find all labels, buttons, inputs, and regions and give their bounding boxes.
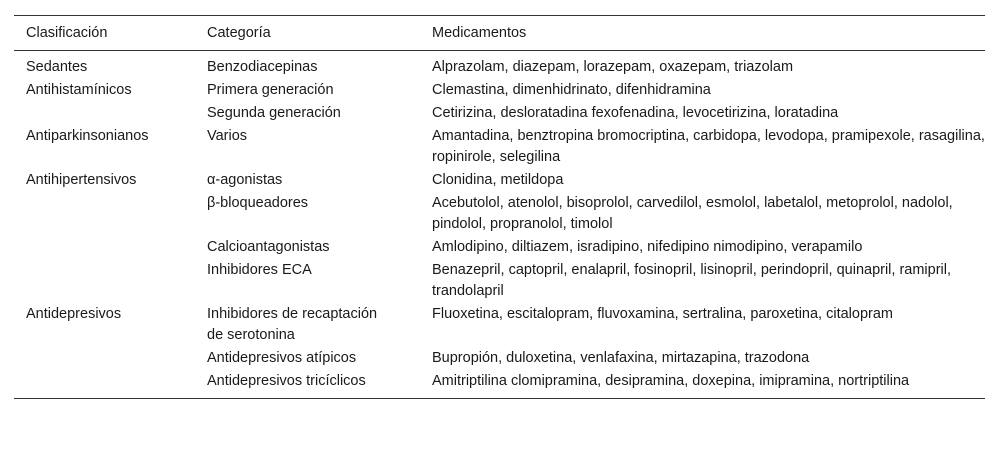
- cell-clasificacion: Antiparkinsonianos: [26, 128, 149, 144]
- header-row: [14, 16, 985, 51]
- cell-categoria: Inhibidores de recaptación de serotonina: [207, 306, 378, 343]
- cell-clasificacion: [14, 370, 195, 399]
- cell-categoria: Segunda generación: [207, 105, 341, 121]
- header-medicamentos: Medicamentos: [420, 16, 985, 51]
- cell-medicamentos: Fluoxetina, escitalopram, fluvoxamina, sertralina, paroxetina, citalopram: [432, 306, 893, 322]
- cell-clasificacion: Antidepresivos: [26, 306, 122, 322]
- cell-medicamentos: Benazepril, captopril, enalapril, fosinopril, lisinopril, perindopril, quinapril, ramipril, trandolapril: [432, 262, 952, 299]
- cell-medicamentos: Cetirizina, desloratadina fexofenadina, levocetirizina, loratadina: [432, 105, 839, 121]
- cell-medicamentos: Clemastina, dimenhidrinato, difenhidramina: [432, 82, 711, 98]
- medications-table-container: [14, 15, 985, 399]
- cell-categoria: Antidepresivos atípicos: [207, 350, 357, 366]
- medications-table: [14, 15, 985, 399]
- table-body: [14, 51, 985, 399]
- cell-categoria: Primera generación: [207, 82, 334, 98]
- cell-categoria: Benzodiacepinas: [207, 59, 318, 75]
- cell-medicamentos: Amantadina, benztropina bromocriptina, carbidopa, levodopa, pramipexole, rasagilina, ropinirole, selegilina: [432, 128, 985, 165]
- table-row: [14, 347, 985, 370]
- cell-medicamentos: Amitriptilina clomipramina, desipramina, doxepina, imipramina, nortriptilina: [420, 370, 985, 399]
- cell-medicamentos: Alprazolam, diazepam, lorazepam, oxazepam, triazolam: [432, 59, 794, 75]
- table-row: [14, 303, 985, 347]
- cell-categoria: Varios: [207, 128, 248, 144]
- cell-clasificacion: [14, 259, 195, 303]
- cell-medicamentos: Acebutolol, atenolol, bisoprolol, carvedilol, esmolol, labetalol, metoprolol, nadolol, pindolol, propranolol, timolol: [432, 195, 953, 232]
- table-row: [14, 370, 985, 399]
- table-row: [14, 79, 985, 102]
- table-header: [14, 16, 985, 51]
- cell-clasificacion: Antihipertensivos: [26, 172, 137, 188]
- cell-clasificacion: [14, 236, 195, 259]
- table-row: [14, 125, 985, 169]
- cell-medicamentos: Bupropión, duloxetina, venlafaxina, mirtazapina, trazodona: [432, 350, 810, 366]
- cell-clasificacion: [14, 102, 195, 125]
- cell-categoria: β-bloqueadores: [207, 195, 309, 211]
- cell-clasificacion: [14, 192, 195, 236]
- header-clasificacion: Clasificación: [14, 16, 195, 51]
- cell-medicamentos: Clonidina, metildopa: [432, 172, 564, 188]
- cell-categoria: Antidepresivos tricíclicos: [195, 370, 420, 399]
- cell-medicamentos: Amlodipino, diltiazem, isradipino, nifedipino nimodipino, verapamilo: [432, 239, 863, 255]
- table-row: [14, 259, 985, 303]
- table-row: [14, 236, 985, 259]
- cell-clasificacion: Sedantes: [26, 59, 88, 75]
- header-categoria: Categoría: [195, 16, 420, 51]
- cell-clasificacion: [14, 347, 195, 370]
- cell-categoria: α-agonistas: [207, 172, 283, 188]
- cell-categoria: Calcioantagonistas: [207, 239, 330, 255]
- table-row: [14, 192, 985, 236]
- cell-categoria: Inhibidores ECA: [207, 262, 312, 278]
- table-row: [14, 102, 985, 125]
- table-row: [14, 169, 985, 192]
- cell-clasificacion: Antihistamínicos: [26, 82, 132, 98]
- table-row: [14, 51, 985, 80]
